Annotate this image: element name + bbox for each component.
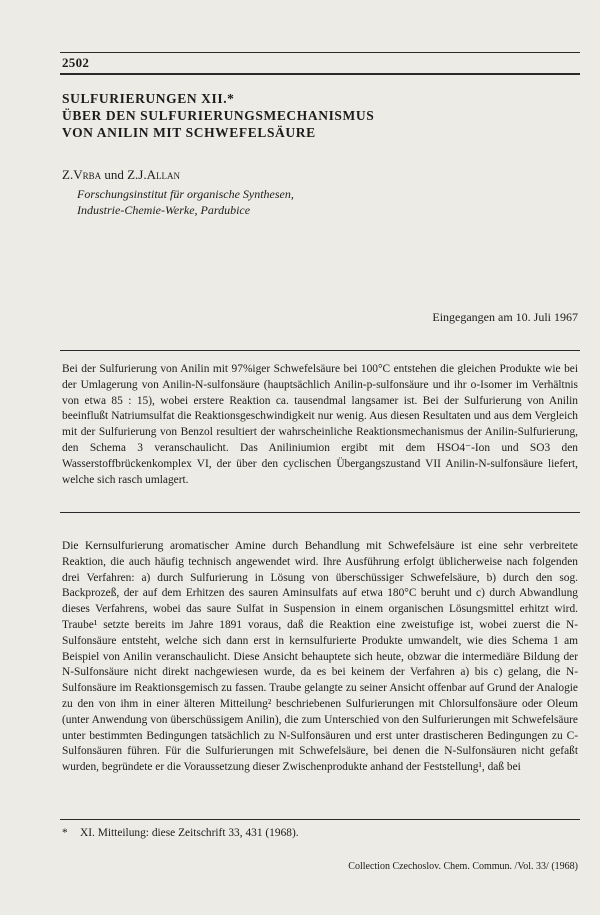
authors [62,167,180,183]
header-rule [60,73,580,75]
author-allan: Z.J.Allan [127,167,180,182]
journal-citation: Collection Czechoslov. Chem. Commun. /Vol. 33/ (1968) [348,861,578,872]
abstract-top-rule [60,350,580,351]
page-number: 2502 [62,55,90,70]
footnote-marker: * [62,827,68,839]
top-thin-rule [60,52,580,53]
affiliation [77,186,294,218]
affiliation-line-1: Forschungsinstitut für organische Synthesen, [77,187,294,201]
footnote-text: XI. Mitteilung: diese Zeitschrift 33, 431 (1968). [80,827,299,839]
body-paragraph: Die Kernsulfurierung aromatischer Amine durch Behandlung mit Schwefelsäure ist eine sehr verbreitete Reaktion, die auch häufig technisch angewendet wird. Ihre Ausführung erfolgt üblicherweise nach folgenden drei Verfahren: a) durch Sulfurierung in Lösung von überschüssiger Schwefelsäure, b) durch den sog. Backprozeß, der auf dem Erhitzen des sauren Aminsulfats auf etwa 180°C beruht und c) durch Abwandlung dieses Verfahrens, wobei das saure Sulfat in Suspension in einem organischen Lösungsmittel erhitzt wird. Traube¹ setzte bereits im Jahre 1891 voraus, daß die Reaktion eine zweistufige ist, wobei zuerst die N-Sulfonsäure entsteht, welche sich dann erst in kernsulfurierte Produkte umwandelt, wie dies Schema 1 am Beispiel von Anilin veranschaulicht. Diese Ansicht behauptete sich heute, obzwar die intermediäre Bildung der N-Sulfonsäure nicht direkt nachgewiesen wurde, da es bei keinem der Verfahren a) bis c) gelang, die N-Sulfonsäure im Reaktionsgemisch zu fassen. Traube gelangte zu seiner Ansicht offenbar auf Grund der Analogie zu den von ihm in einer älteren Mitteilung² beschriebenen Sulfurierungen mit Chlorsulfonsäure oder Oleum (unter Anwendung von überschüssigem Anilin), die zum Unterschied von den Sulfurierungen mit Schwefelsäure unter bestimmten Bedingungen tatsächlich zu N-Sulfonsäuren und erst unter drastischeren Bedingungen zu C-Sulfonsäuren führen. Für die Sulfurierungen mit Schwefelsäure, bei denen die N-Sulfonsäuren nicht gefaßt wurden, begründete er die Voraussetzung dieser Zwischenprodukte anhand der Feststellung¹, daß bei [62,540,578,774]
title-line-3: VON ANILIN MIT SCHWEFELSÄURE [62,125,316,140]
title-line-1: SULFURIERUNGEN XII.* [62,91,235,106]
abstract-bottom-rule [60,512,580,513]
authors-connector: und [104,167,124,182]
received-date: Eingegangen am 10. Juli 1967 [432,310,578,324]
footnote [62,827,299,839]
footnote-rule [60,819,580,820]
affiliation-line-2: Industrie-Chemie-Werke, Pardubice [77,203,251,217]
title-line-2: ÜBER DEN SULFURIERUNGSMECHANISMUS [62,108,375,123]
author-vrba: Z.Vrba [62,167,102,182]
abstract-text: Bei der Sulfurierung von Anilin mit 97%iger Schwefelsäure bei 100°C entstehen die gleichen Produkte wie bei der Umlagerung von Anilin-N-sulfonsäure (hauptsächlich Anilin-p-sulfonsäure und ihr o-Isomer im Verhältnis von etwa 85 : 15), wobei erstere Reaktion ca. tausendmal langsamer ist. Bei der Sulfurierung von Anilin beeinflußt Natriumsulfat die Reaktionsgeschwindigkeit nur wenig. Aus diesen Resultaten und aus dem Vergleich mit der Sulfurierung von Benzol resultiert der wahrscheinliche Reaktionsmechanismus der Anilin-Sulfurierung, den Schema 3 veranschaulicht. Das Aniliniumion ergibt mit dem HSO4⁻-Ion und SO3 den Wasserstoffbrückenkomplex VI, der über den cyclischen Übergangszustand VII Anilin-N-sulfonsäure liefert, welche sich rasch umlagert. [62,363,578,486]
article-title [62,90,562,141]
